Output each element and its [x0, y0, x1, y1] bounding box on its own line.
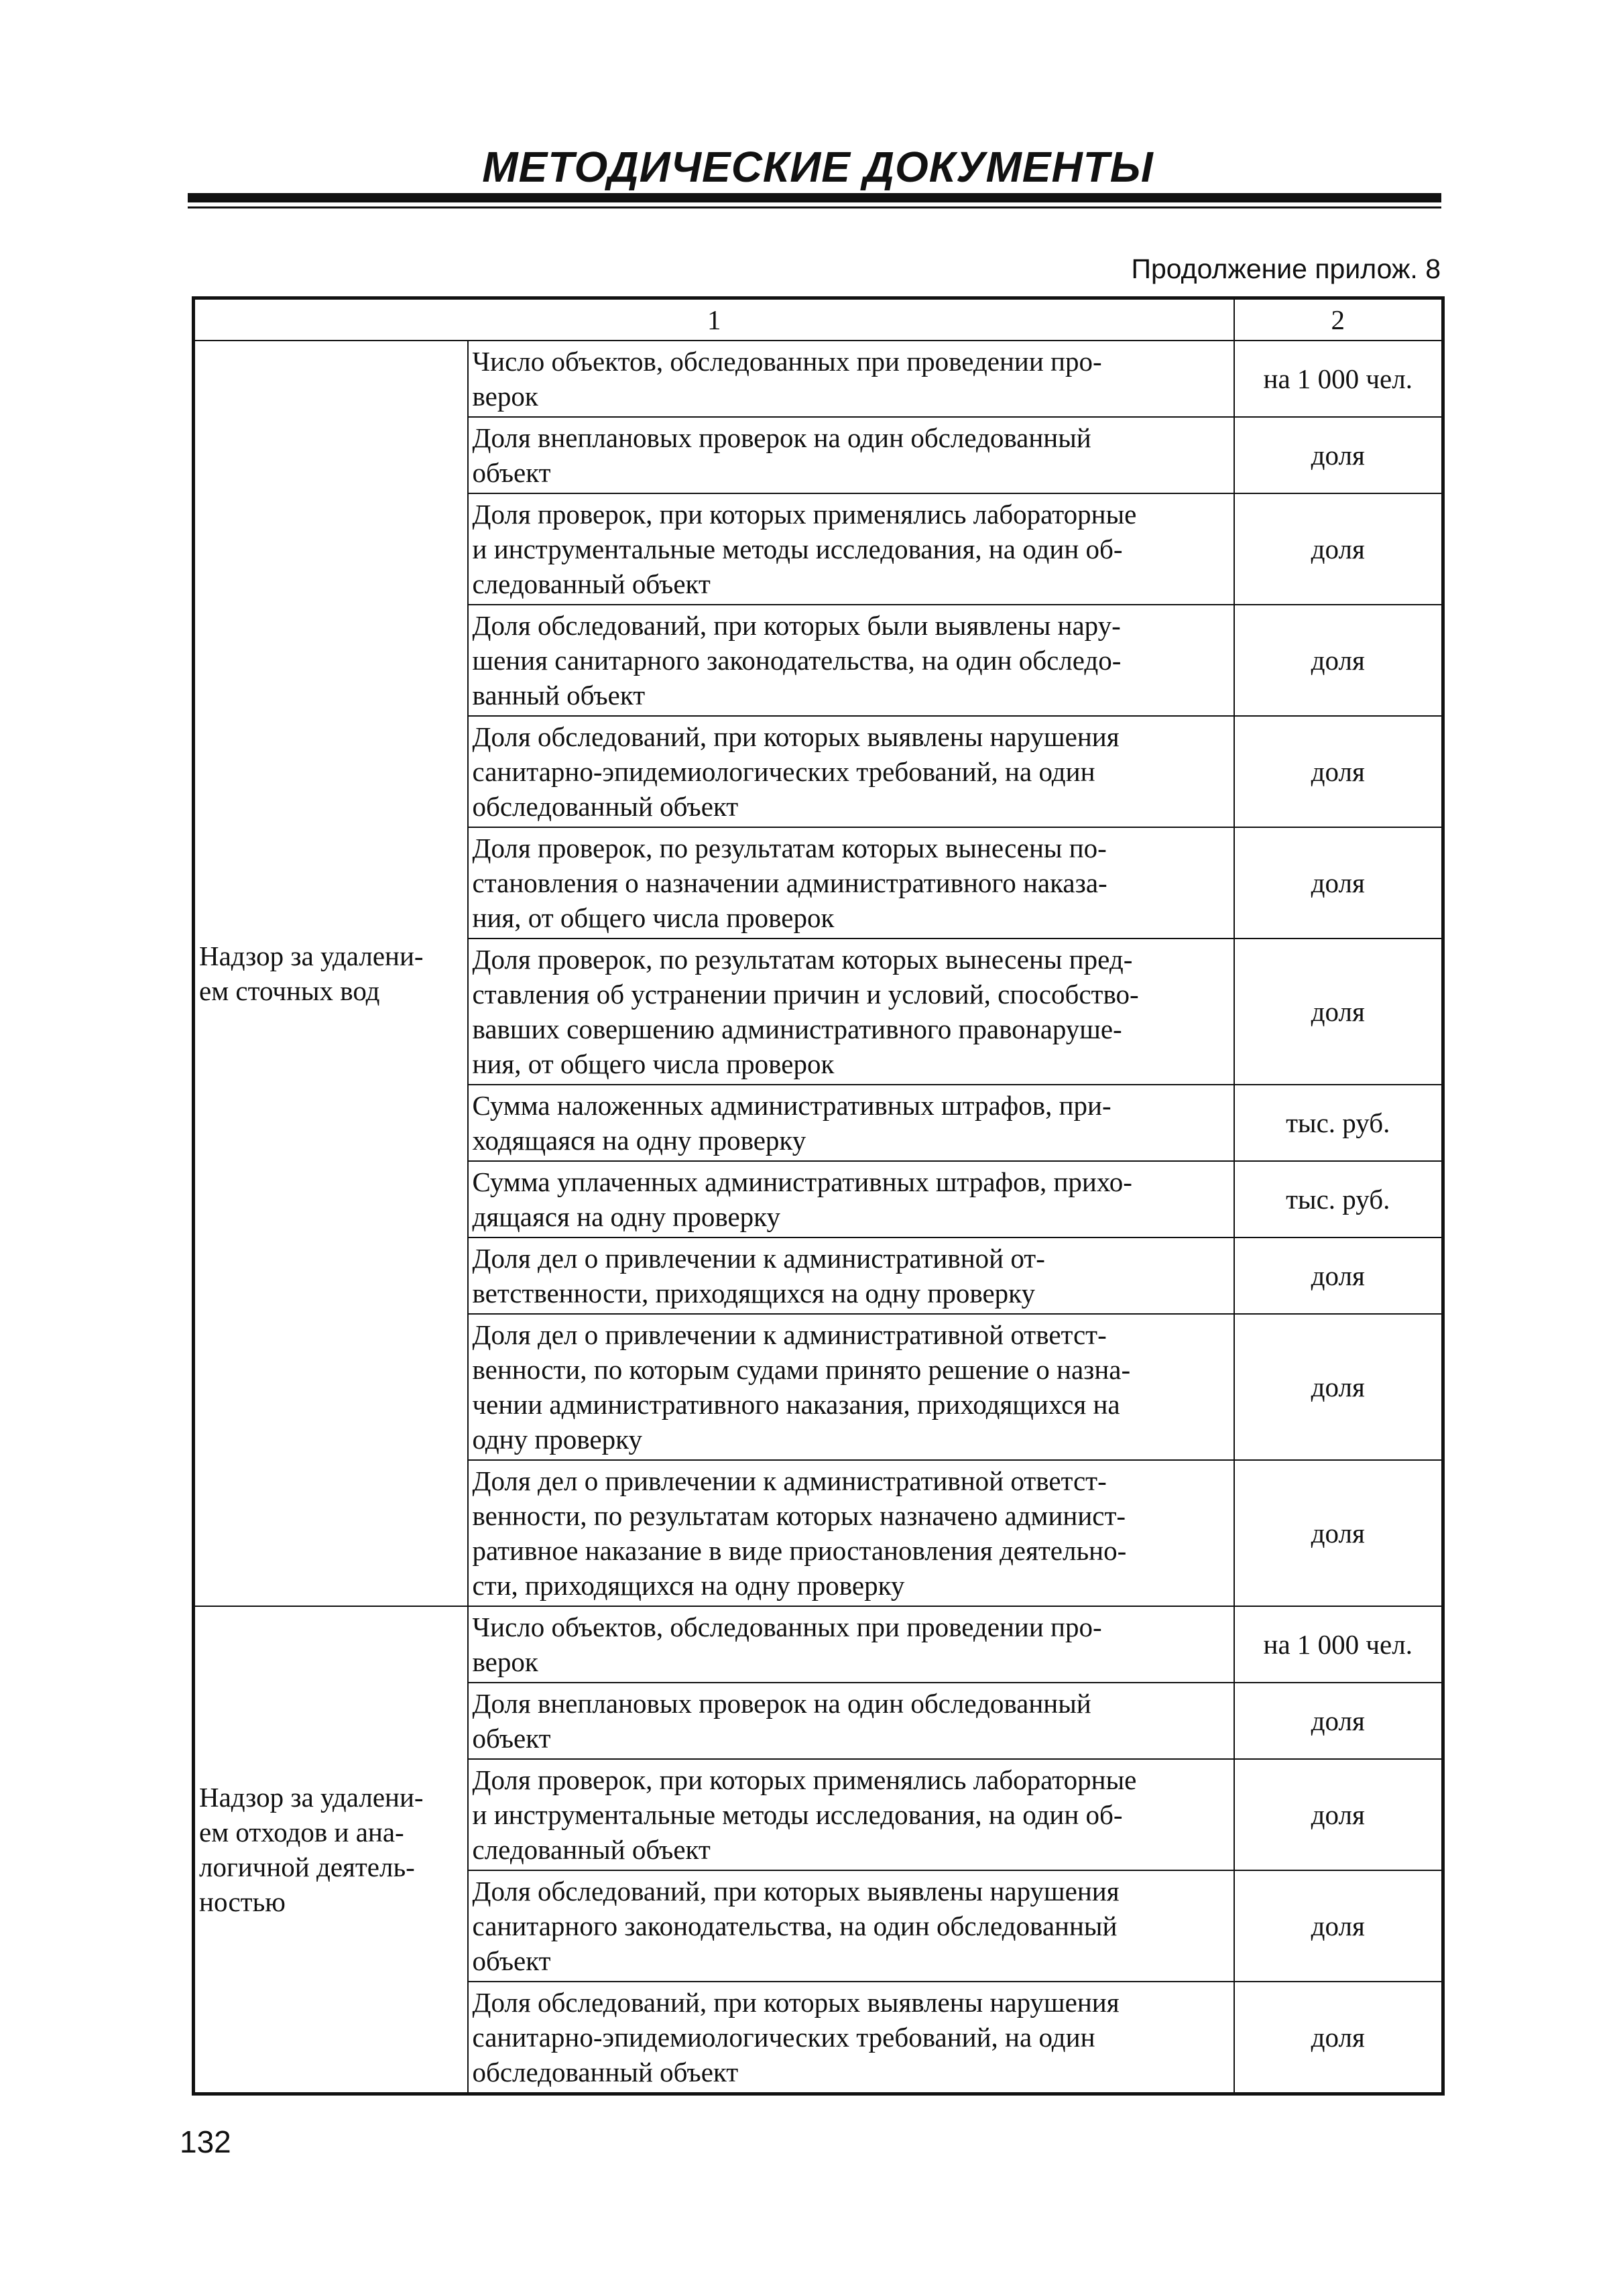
- table-row: [194, 1606, 1443, 1683]
- indicator-cell: Число объектов, обследованных при проведении про- верок: [468, 1606, 1234, 1683]
- unit-cell: тыс. руб.: [1234, 1085, 1443, 1161]
- unit-cell: доля: [1234, 493, 1443, 605]
- unit-cell: доля: [1234, 605, 1443, 716]
- category-cell: Надзор за удалени- ем отходов и ана- логичной деятель- ностью: [194, 1606, 468, 2094]
- unit-cell: доля: [1234, 1460, 1443, 1606]
- table-header-row: [194, 298, 1443, 341]
- unit-cell: доля: [1234, 827, 1443, 939]
- unit-cell: доля: [1234, 1982, 1443, 2094]
- indicators-table: [192, 296, 1445, 2096]
- indicator-cell: Доля внеплановых проверок на один обследованный объект: [468, 1683, 1234, 1759]
- indicator-cell: Доля обследований, при которых выявлены нарушения санитарно-эпидемиологических требований, на один обследованный объект: [468, 1982, 1234, 2094]
- header-rule-thin: [188, 206, 1441, 208]
- unit-cell: доля: [1234, 1237, 1443, 1314]
- page-number: 132: [180, 2124, 231, 2159]
- table-row: [194, 341, 1443, 417]
- indicator-cell: Доля дел о привлечении к административной от- ветственности, приходящихся на одну проверку: [468, 1237, 1234, 1314]
- continuation-label: Продолжение прилож. 8: [1131, 253, 1441, 284]
- category-cell: Надзор за удалени- ем сточных вод: [194, 341, 468, 1606]
- indicator-cell: Доля обследований, при которых выявлены нарушения санитарно-эпидемиологических требований, на один обследованный объект: [468, 716, 1234, 827]
- column-header-2: 2: [1234, 298, 1443, 341]
- unit-cell: доля: [1234, 417, 1443, 493]
- indicator-cell: Доля обследований, при которых выявлены нарушения санитарного законодательства, на один обследованный объект: [468, 1870, 1234, 1982]
- indicator-cell: Сумма наложенных административных штрафов, при- ходящаяся на одну проверку: [468, 1085, 1234, 1161]
- unit-cell: доля: [1234, 1683, 1443, 1759]
- header-rule: [188, 193, 1441, 202]
- section-title: МЕТОДИЧЕСКИЕ ДОКУМЕНТЫ: [482, 143, 1154, 191]
- indicator-cell: Число объектов, обследованных при проведении про- верок: [468, 341, 1234, 417]
- unit-cell: доля: [1234, 939, 1443, 1085]
- unit-cell: доля: [1234, 1314, 1443, 1460]
- unit-cell: на 1 000 чел.: [1234, 1606, 1443, 1683]
- unit-cell: тыс. руб.: [1234, 1161, 1443, 1237]
- indicator-cell: Доля проверок, при которых применялись лабораторные и инструментальные методы исследования, на один об- следованный объект: [468, 1759, 1234, 1870]
- indicator-cell: Доля проверок, по результатам которых вынесены по- становления о назначении административного наказа- ния, от общего числа проверок: [468, 827, 1234, 939]
- indicator-cell: Доля дел о привлечении к административной ответст- венности, по которым судами принято решение о назна- чении административного наказания, приходящихся на одну проверку: [468, 1314, 1234, 1460]
- column-header-1: 1: [194, 298, 1234, 341]
- indicator-cell: Доля обследований, при которых были выявлены нару- шения санитарного законодательства, на один обследо- ванный объект: [468, 605, 1234, 716]
- indicator-cell: Доля внеплановых проверок на один обследованный объект: [468, 417, 1234, 493]
- indicator-cell: Доля проверок, по результатам которых вынесены пред- ставления об устранении причин и условий, способство- вавших совершению административного правонаруше- ния, от общего числа проверок: [468, 939, 1234, 1085]
- unit-cell: на 1 000 чел.: [1234, 341, 1443, 417]
- indicator-cell: Доля дел о привлечении к административной ответст- венности, по результатам которых назначено админист- ративное наказание в виде приостановления деятельно- сти, приходящихся на одну проверку: [468, 1460, 1234, 1606]
- unit-cell: доля: [1234, 716, 1443, 827]
- indicator-cell: Сумма уплаченных административных штрафов, прихо- дящаяся на одну проверку: [468, 1161, 1234, 1237]
- unit-cell: доля: [1234, 1759, 1443, 1870]
- indicator-cell: Доля проверок, при которых применялись лабораторные и инструментальные методы исследования, на один об- следованный объект: [468, 493, 1234, 605]
- unit-cell: доля: [1234, 1870, 1443, 1982]
